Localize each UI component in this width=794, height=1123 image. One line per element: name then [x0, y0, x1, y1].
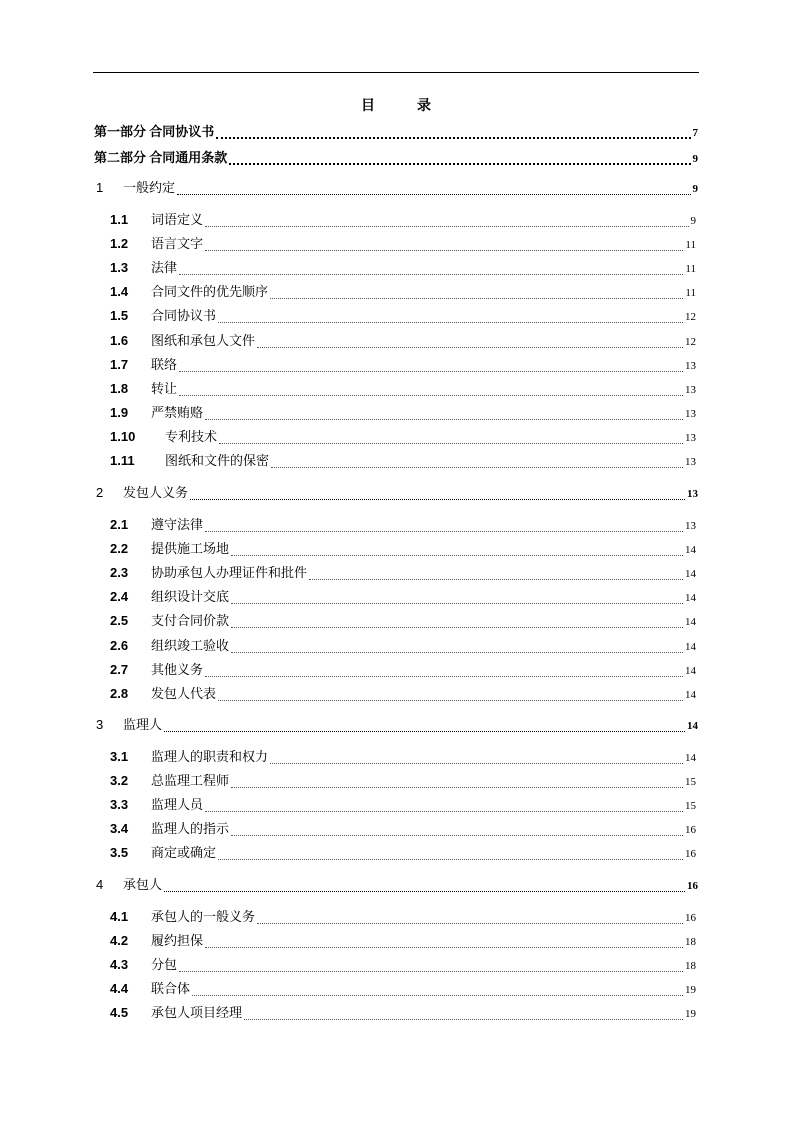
entry-label: 分包 [151, 957, 178, 972]
entry-number: 1.1 [110, 212, 129, 227]
entry-page-number: 11 [685, 287, 696, 299]
entry-label: 监理人员 [151, 797, 204, 812]
toc-section-entry[interactable] [110, 539, 696, 559]
dot-leader [309, 567, 683, 580]
dot-leader [270, 751, 683, 764]
entry-number: 2.6 [110, 638, 129, 653]
toc-section-entry[interactable] [110, 843, 696, 863]
toc-section-entry[interactable] [110, 979, 696, 999]
toc-title-left: 目 [361, 99, 377, 114]
toc-section-entry[interactable] [110, 1003, 696, 1023]
toc-section-entry[interactable] [110, 258, 696, 278]
toc-part-entry[interactable] [94, 122, 698, 142]
dot-leader [190, 487, 685, 500]
entry-number: 1.11 [110, 453, 135, 468]
dot-leader [231, 543, 683, 556]
entry-number: 3.2 [110, 773, 129, 788]
toc-section-entry[interactable] [110, 403, 696, 423]
entry-page-number: 15 [685, 776, 696, 788]
entry-page-number: 7 [692, 127, 698, 139]
dot-leader [244, 1007, 683, 1020]
dot-leader [205, 407, 683, 420]
entry-page-number: 14 [685, 568, 696, 580]
entry-number: 1.4 [110, 284, 129, 299]
dot-leader [205, 519, 683, 532]
dot-leader [257, 911, 683, 924]
dot-leader [177, 182, 690, 195]
entry-number: 4.5 [110, 1005, 129, 1020]
entry-label: 监理人的指示 [151, 821, 230, 836]
entry-label: 协助承包人办理证件和批件 [151, 565, 308, 580]
dot-leader [205, 214, 688, 227]
entry-label: 商定或确定 [151, 845, 217, 860]
entry-page-number: 14 [685, 665, 696, 677]
entry-number: 1.6 [110, 333, 129, 348]
entry-page-number: 13 [687, 488, 698, 500]
entry-number: 4 [96, 877, 104, 892]
toc-section-entry[interactable] [110, 955, 696, 975]
entry-number: 1.10 [110, 429, 136, 444]
entry-number: 4.1 [110, 909, 129, 924]
entry-page-number: 16 [685, 824, 696, 836]
toc-section-entry[interactable] [110, 379, 696, 399]
entry-page-number: 12 [685, 311, 696, 323]
entry-number: 1.2 [110, 236, 129, 251]
entry-number: 1.3 [110, 260, 129, 275]
entry-label: 第一部分 合同协议书 [94, 124, 215, 139]
entry-label: 承包人项目经理 [151, 1005, 243, 1020]
dot-leader [218, 310, 683, 323]
toc-section-entry[interactable] [110, 907, 696, 927]
entry-label: 其他义务 [151, 662, 204, 677]
dot-leader [216, 126, 690, 139]
toc-section-entry[interactable] [110, 587, 696, 607]
entry-number: 2.3 [110, 565, 129, 580]
entry-number: 2.2 [110, 541, 129, 556]
toc-chapter-entry[interactable] [96, 178, 698, 198]
entry-page-number: 14 [687, 720, 698, 732]
entry-label: 发包人代表 [151, 686, 217, 701]
entry-number: 2.7 [110, 662, 129, 677]
dot-leader [192, 983, 683, 996]
dot-leader [231, 823, 683, 836]
entry-number: 1 [96, 180, 104, 195]
entry-page-number: 15 [685, 800, 696, 812]
toc-section-entry[interactable] [110, 563, 696, 583]
toc-title-right: 录 [417, 99, 433, 114]
entry-label: 图纸和文件的保密 [165, 453, 270, 468]
dot-leader [205, 238, 683, 251]
entry-label: 专利技术 [165, 429, 218, 444]
dot-leader [270, 286, 683, 299]
entry-page-number: 16 [685, 912, 696, 924]
dot-leader [205, 664, 683, 677]
toc-section-entry[interactable] [110, 331, 696, 351]
dot-leader [179, 959, 683, 972]
toc-section-entry[interactable] [110, 427, 696, 447]
entry-page-number: 14 [685, 616, 696, 628]
toc-section-entry[interactable] [110, 747, 696, 767]
dot-leader [229, 152, 690, 165]
toc-section-entry[interactable] [110, 515, 696, 535]
entry-label: 总监理工程师 [151, 773, 230, 788]
dot-leader [231, 591, 683, 604]
entry-page-number: 13 [685, 456, 696, 468]
entry-label: 承包人 [123, 877, 163, 892]
entry-number: 1.8 [110, 381, 129, 396]
entry-label: 联络 [151, 357, 178, 372]
toc-section-entry[interactable] [110, 210, 696, 230]
entry-page-number: 13 [685, 520, 696, 532]
entry-label: 法律 [151, 260, 178, 275]
entry-number: 4.4 [110, 981, 129, 996]
entry-label: 组织设计交底 [151, 589, 230, 604]
entry-page-number: 13 [685, 408, 696, 420]
entry-number: 2.8 [110, 686, 129, 701]
entry-page-number: 19 [685, 1008, 696, 1020]
entry-page-number: 13 [685, 432, 696, 444]
toc-section-entry[interactable] [110, 795, 696, 815]
entry-label: 联合体 [151, 981, 191, 996]
entry-number: 1.5 [110, 308, 129, 323]
entry-label: 转让 [151, 381, 178, 396]
dot-leader [164, 719, 685, 732]
entry-number: 2 [96, 485, 104, 500]
entry-page-number: 9 [692, 153, 698, 165]
entry-number: 1.9 [110, 405, 129, 420]
entry-page-number: 14 [685, 592, 696, 604]
entry-number: 2.4 [110, 589, 129, 604]
entry-label: 遵守法律 [151, 517, 204, 532]
entry-label: 支付合同价款 [151, 613, 230, 628]
toc-section-entry[interactable] [110, 282, 696, 302]
entry-page-number: 14 [685, 544, 696, 556]
dot-leader [231, 615, 683, 628]
toc-section-entry[interactable] [110, 684, 696, 704]
dot-leader [231, 640, 683, 653]
toc-chapter-entry[interactable] [96, 875, 698, 895]
toc-section-entry[interactable] [110, 234, 696, 254]
entry-page-number: 16 [687, 880, 698, 892]
entry-page-number: 9 [690, 215, 696, 227]
entry-number: 3.3 [110, 797, 129, 812]
entry-label: 词语定义 [151, 212, 204, 227]
entry-page-number: 19 [685, 984, 696, 996]
entry-page-number: 14 [685, 752, 696, 764]
dot-leader [271, 455, 683, 468]
entry-label: 第二部分 合同通用条款 [94, 150, 228, 165]
entry-label: 监理人的职责和权力 [151, 749, 269, 764]
entry-label: 合同文件的优先顺序 [151, 284, 269, 299]
dot-leader [231, 775, 683, 788]
entry-label: 提供施工场地 [151, 541, 230, 556]
toc-section-entry[interactable] [110, 771, 696, 791]
entry-page-number: 12 [685, 336, 696, 348]
entry-page-number: 13 [685, 384, 696, 396]
dot-leader [205, 935, 683, 948]
dot-leader [218, 847, 683, 860]
entry-label: 语言文字 [151, 236, 204, 251]
dot-leader [179, 383, 683, 396]
entry-label: 履约担保 [151, 933, 204, 948]
entry-page-number: 9 [692, 183, 698, 195]
toc-section-entry[interactable] [110, 931, 696, 951]
toc-part-entry[interactable] [94, 148, 698, 168]
entry-label: 一般约定 [123, 180, 176, 195]
entry-page-number: 13 [685, 360, 696, 372]
toc-section-entry[interactable] [110, 355, 696, 375]
entry-label: 监理人 [123, 717, 163, 732]
entry-number: 3.1 [110, 749, 129, 764]
dot-leader [164, 879, 685, 892]
entry-label: 承包人的一般义务 [151, 909, 256, 924]
entry-number: 3 [96, 717, 104, 732]
entry-page-number: 11 [685, 239, 696, 251]
entry-page-number: 16 [685, 848, 696, 860]
dot-leader [179, 262, 683, 275]
entry-label: 合同协议书 [151, 308, 217, 323]
entry-label: 图纸和承包人文件 [151, 333, 256, 348]
toc-section-entry[interactable] [110, 660, 696, 680]
entry-number: 4.3 [110, 957, 129, 972]
entry-number: 4.2 [110, 933, 129, 948]
dot-leader [257, 335, 683, 348]
entry-number: 2.1 [110, 517, 129, 532]
dot-leader [205, 799, 683, 812]
entry-page-number: 18 [685, 960, 696, 972]
entry-label: 组织竣工验收 [151, 638, 230, 653]
toc-section-entry[interactable] [110, 451, 696, 471]
entry-label: 严禁贿赂 [151, 405, 204, 420]
entry-number: 1.7 [110, 357, 129, 372]
dot-leader [219, 431, 683, 444]
entry-page-number: 14 [685, 689, 696, 701]
toc-chapter-entry[interactable] [96, 715, 698, 735]
toc-chapter-entry[interactable] [96, 483, 698, 503]
entry-number: 3.4 [110, 821, 129, 836]
toc-section-entry[interactable] [110, 819, 696, 839]
toc-section-entry[interactable] [110, 306, 696, 326]
entry-number: 2.5 [110, 613, 129, 628]
dot-leader [179, 359, 683, 372]
toc-section-entry[interactable] [110, 636, 696, 656]
entry-page-number: 14 [685, 641, 696, 653]
entry-number: 3.5 [110, 845, 129, 860]
entry-page-number: 18 [685, 936, 696, 948]
entry-label: 发包人义务 [123, 485, 189, 500]
dot-leader [218, 688, 683, 701]
entry-page-number: 11 [685, 263, 696, 275]
toc-section-entry[interactable] [110, 611, 696, 631]
